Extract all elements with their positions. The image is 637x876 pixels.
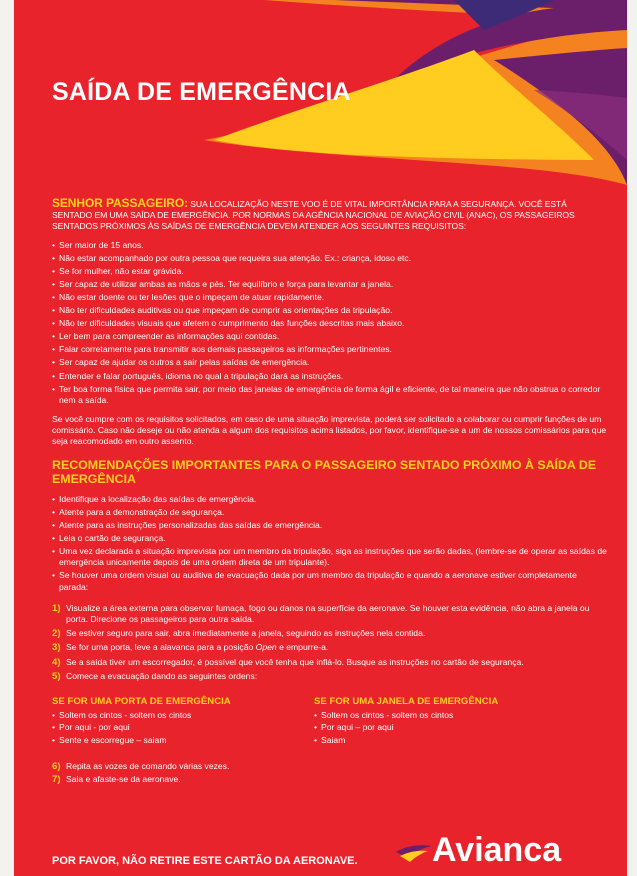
step-item	[52, 671, 607, 682]
step-number: 1)	[52, 602, 61, 614]
step-text: Saia e afaste-se da aeronave.	[66, 773, 181, 784]
list-item: • Falar corretamente para transmitir aos demais passageiros as informações pertinentes.	[52, 344, 607, 355]
door-commands	[52, 696, 314, 747]
card-content	[52, 198, 607, 787]
step-number: 4)	[52, 656, 61, 668]
window-list	[314, 710, 576, 746]
list-item: • Uma vez declarada a situação imprevista por um membro da tripulação, siga as instruções que serão dadas, (lembre-se de operar as saídas de emergência unicamente depois de uma ordem direta de um tripulante).	[52, 546, 607, 568]
list-item: • Soltem os cintos - soltem os cintos	[52, 710, 314, 721]
step-number: 7)	[52, 773, 61, 785]
step-text: Se a saída tiver um escorregador, é possível que você tenha que inflá-lo. Busque as instruções no cartão de segurança.	[66, 656, 524, 667]
list-item: • Se houver uma ordem visual ou auditiva de evacuação dada por um membro da tripulação e quando a aeronave estiver completamente parada:	[52, 570, 607, 592]
list-item: • Não ter dificuldades auditivas ou que impeçam de cumprir as orientações da tripulação.	[52, 305, 607, 316]
step-item	[52, 642, 607, 653]
list-item: • Se for mulher, não estar grávida.	[52, 266, 607, 277]
window-commands	[314, 696, 576, 747]
window-heading: SE FOR UMA JANELA DE EMERGÊNCIA	[314, 695, 499, 707]
exit-commands	[52, 696, 607, 747]
step-text: Se estiver seguro para sair, abra imediatamente a janela, seguindo as instruções nela contida.	[66, 628, 426, 639]
step-item	[52, 603, 607, 625]
step-number: 2)	[52, 628, 61, 640]
list-item: • Ser capaz de ajudar os outros a sair pelas saídas de emergência.	[52, 357, 607, 368]
step-text: Repita as vozes de comando várias vezes.	[66, 760, 230, 771]
list-item: • Ser capaz de utilizar ambas as mãos e pés. Ter equilíbrio e força para levantar a janela.	[52, 279, 607, 290]
intro-text: SUA LOCALIZAÇÃO NESTE VOO É DE VITAL IMPORTÂNCIA PARA A SEGURANÇA. VOCÊ ESTÁ SENTADO EM UMA SAÍDA DE EMERGÊNCIA. POR NORMAS DA AGÊNCIA NACIONAL DE AVIAÇÃO CIVIL (ANAC), OS PASSAGEIROS SENTADOS PRÓXIMOS ÀS SAÍDAS DE EMERGÊNCIA DEVEM ATENDER AOS SEGUINTES REQUISITOS:	[52, 199, 575, 232]
list-item: • Ser maior de 15 anos.	[52, 240, 607, 251]
recommendations-list	[52, 494, 607, 593]
step-text: Visualize a área externa para observar fumaça, fogo ou danos na superfície da aeronave. Se houver esta evidência, não abra a janela ou porta. Direcione os passageiros para outra saída.	[66, 602, 590, 624]
step-number: 5)	[52, 670, 61, 682]
safety-card	[14, 0, 627, 876]
list-item: • Ler bem para compreender as informações aqui contidas.	[52, 331, 607, 342]
list-item: • Não estar doente ou ter lesões que o impeçam de atuar rapidamente.	[52, 292, 607, 303]
list-item: • Não estar acompanhado por outra pessoa que requeira sua atenção. Ex.: criança, idoso etc.	[52, 253, 607, 264]
avianca-bird-icon	[394, 838, 434, 868]
brand-logo	[394, 830, 614, 872]
step-text-emphasis: Open	[255, 642, 277, 653]
list-item: • Não ter dificuldades visuais que afetem o cumprimento das funções descritas mais abaixo.	[52, 318, 607, 329]
step-number: 3)	[52, 642, 61, 654]
list-item: • Leia o cartão de segurança.	[52, 533, 607, 544]
step-item	[52, 628, 607, 639]
step-text: Comece a evacuação dando as seguintes ordens:	[66, 670, 258, 681]
list-item: • Atente para as instruções personalizadas das saídas de emergência.	[52, 520, 607, 531]
list-item: • Entender e falar português, idioma no qual a tripulação dará as instruções.	[52, 371, 607, 382]
requirements-list	[52, 240, 607, 406]
list-item: • Ter boa forma física que permita sair, por meio das janelas de emergência de forma ágil e eficiente, de tal maneira que não obstrua o corredor nem a saída.	[52, 384, 607, 406]
step-item	[52, 774, 607, 785]
step-item	[52, 657, 607, 668]
list-item: • Soltem os cintos - soltem os cintos	[314, 710, 576, 721]
recommendations-heading: RECOMENDAÇÕES IMPORTANTES PARA O PASSAGEIRO SENTADO PRÓXIMO À SAÍDA DE EMERGÊNCIA	[52, 457, 597, 486]
final-steps	[52, 761, 607, 785]
list-item: • Identifique a localização das saídas de emergência.	[52, 494, 607, 505]
intro-heading: SENHOR PASSAGEIRO:	[52, 196, 188, 210]
step-text: e empurre-a.	[276, 642, 329, 653]
list-item: • Por aqui - por aqui	[52, 722, 314, 733]
list-item: • Sente e escorregue – saiam	[52, 735, 314, 746]
door-heading: SE FOR UMA PORTA DE EMERGÊNCIA	[52, 695, 231, 707]
list-item: • Por aqui – por aqui	[314, 722, 576, 733]
intro-paragraph	[52, 198, 607, 233]
compliance-paragraph: Se você cumpre com os requisitos solicitados, em caso de uma situação imprevista, poderá ser solicitado a colaborar ou cumprir funções de um comissário. Caso não deseje ou não atenda a algum dos requisitos acima listados, por favor, identifique-se a um de nossos comissários para que seja reacomodado em outro assento.	[52, 414, 607, 447]
list-item: • Atente para a demonstração de segurança.	[52, 507, 607, 518]
door-list	[52, 710, 314, 746]
step-text: Se for uma porta, leve a alavanca para a posição	[66, 642, 256, 653]
footer-notice: POR FAVOR, NÃO RETIRE ESTE CARTÃO DA AERONAVE.	[52, 855, 358, 867]
list-item: • Saiam	[314, 735, 576, 746]
evacuation-steps	[52, 603, 607, 682]
page-title: SAÍDA DE EMERGÊNCIA	[52, 78, 351, 106]
step-number: 6)	[52, 760, 61, 772]
step-item	[52, 761, 607, 772]
brand-name: Avianca	[432, 831, 562, 869]
